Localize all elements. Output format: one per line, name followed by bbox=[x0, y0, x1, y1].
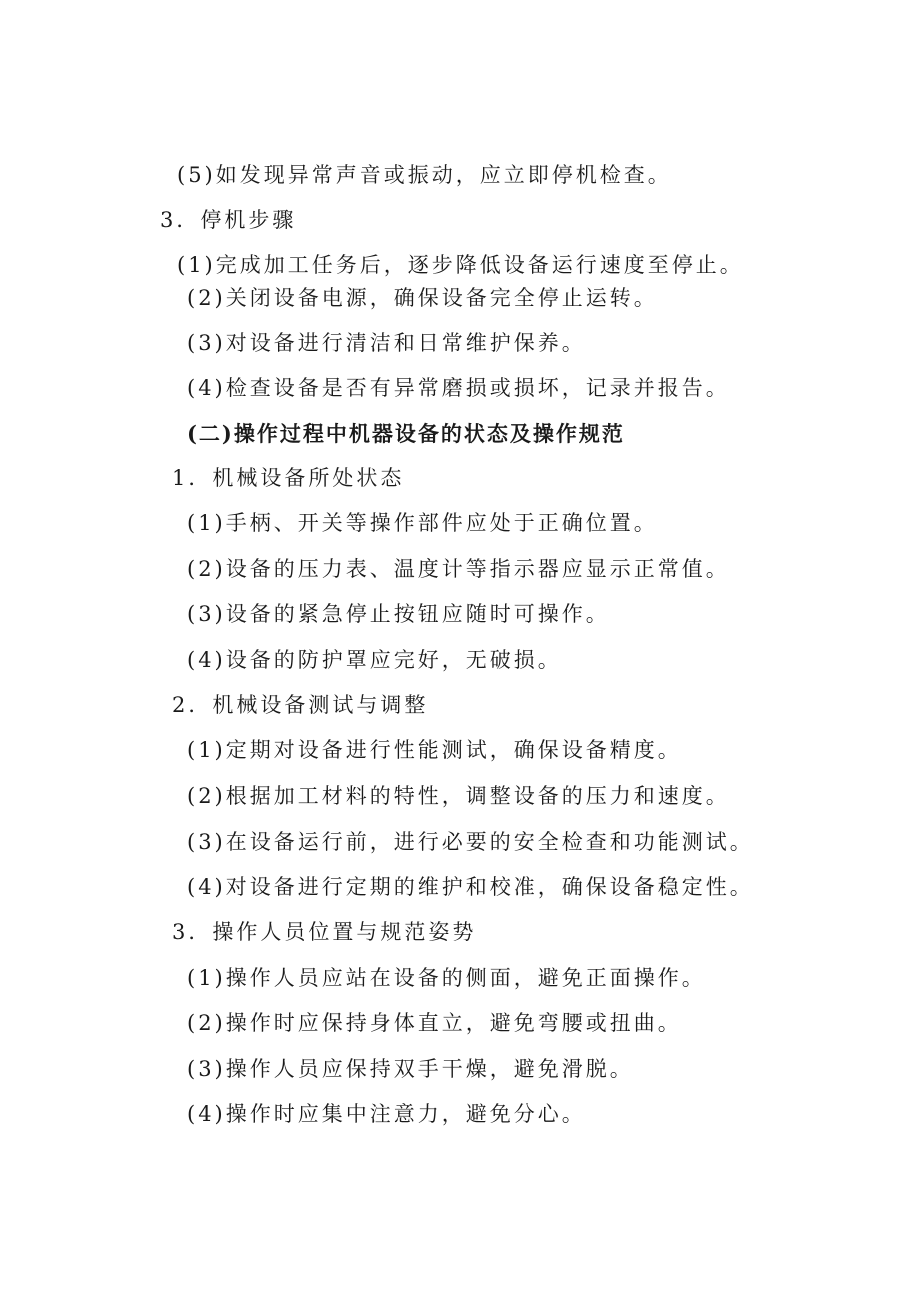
list-item: (3)操作人员应保持双手干燥，避免滑脱。 bbox=[187, 1057, 634, 1081]
list-item: (3)在设备运行前，进行必要的安全检查和功能测试。 bbox=[187, 830, 754, 854]
list-item: (2)关闭设备电源，确保设备完全停止运转。 bbox=[187, 286, 658, 310]
section-heading: 2．机械设备测试与调整 bbox=[172, 693, 429, 717]
list-item: (2)设备的压力表、温度计等指示器应显示正常值。 bbox=[187, 557, 730, 581]
list-item: (4)对设备进行定期的维护和校准，确保设备稳定性。 bbox=[187, 875, 754, 899]
list-item: (4)设备的防护罩应完好，无破损。 bbox=[187, 648, 562, 672]
list-item: (5)如发现异常声音或振动，应立即停机检查。 bbox=[177, 163, 672, 187]
section-heading: 3．停机步骤 bbox=[160, 208, 297, 232]
list-item: (2)根据加工材料的特性，调整设备的压力和速度。 bbox=[187, 784, 730, 808]
chapter-heading: (二)操作过程中机器设备的状态及操作规范 bbox=[187, 421, 625, 446]
list-item: (1)定期对设备进行性能测试，确保设备精度。 bbox=[187, 738, 682, 762]
list-item: (1)操作人员应站在设备的侧面，避免正面操作。 bbox=[187, 966, 706, 990]
list-item: (3)设备的紧急停止按钮应随时可操作。 bbox=[187, 602, 610, 626]
section-heading: 3．操作人员位置与规范姿势 bbox=[172, 920, 477, 944]
list-item: (3)对设备进行清洁和日常维护保养。 bbox=[187, 331, 586, 355]
list-item: (4)检查设备是否有异常磨损或损坏，记录并报告。 bbox=[187, 376, 730, 400]
list-item: (2)操作时应保持身体直立，避免弯腰或扭曲。 bbox=[187, 1011, 682, 1035]
list-item: (1)完成加工任务后，逐步降低设备运行速度至停止。 bbox=[177, 253, 744, 277]
list-item: (1)手柄、开关等操作部件应处于正确位置。 bbox=[187, 511, 658, 535]
section-heading: 1．机械设备所处状态 bbox=[172, 466, 405, 490]
list-item: (4)操作时应集中注意力，避免分心。 bbox=[187, 1102, 586, 1126]
